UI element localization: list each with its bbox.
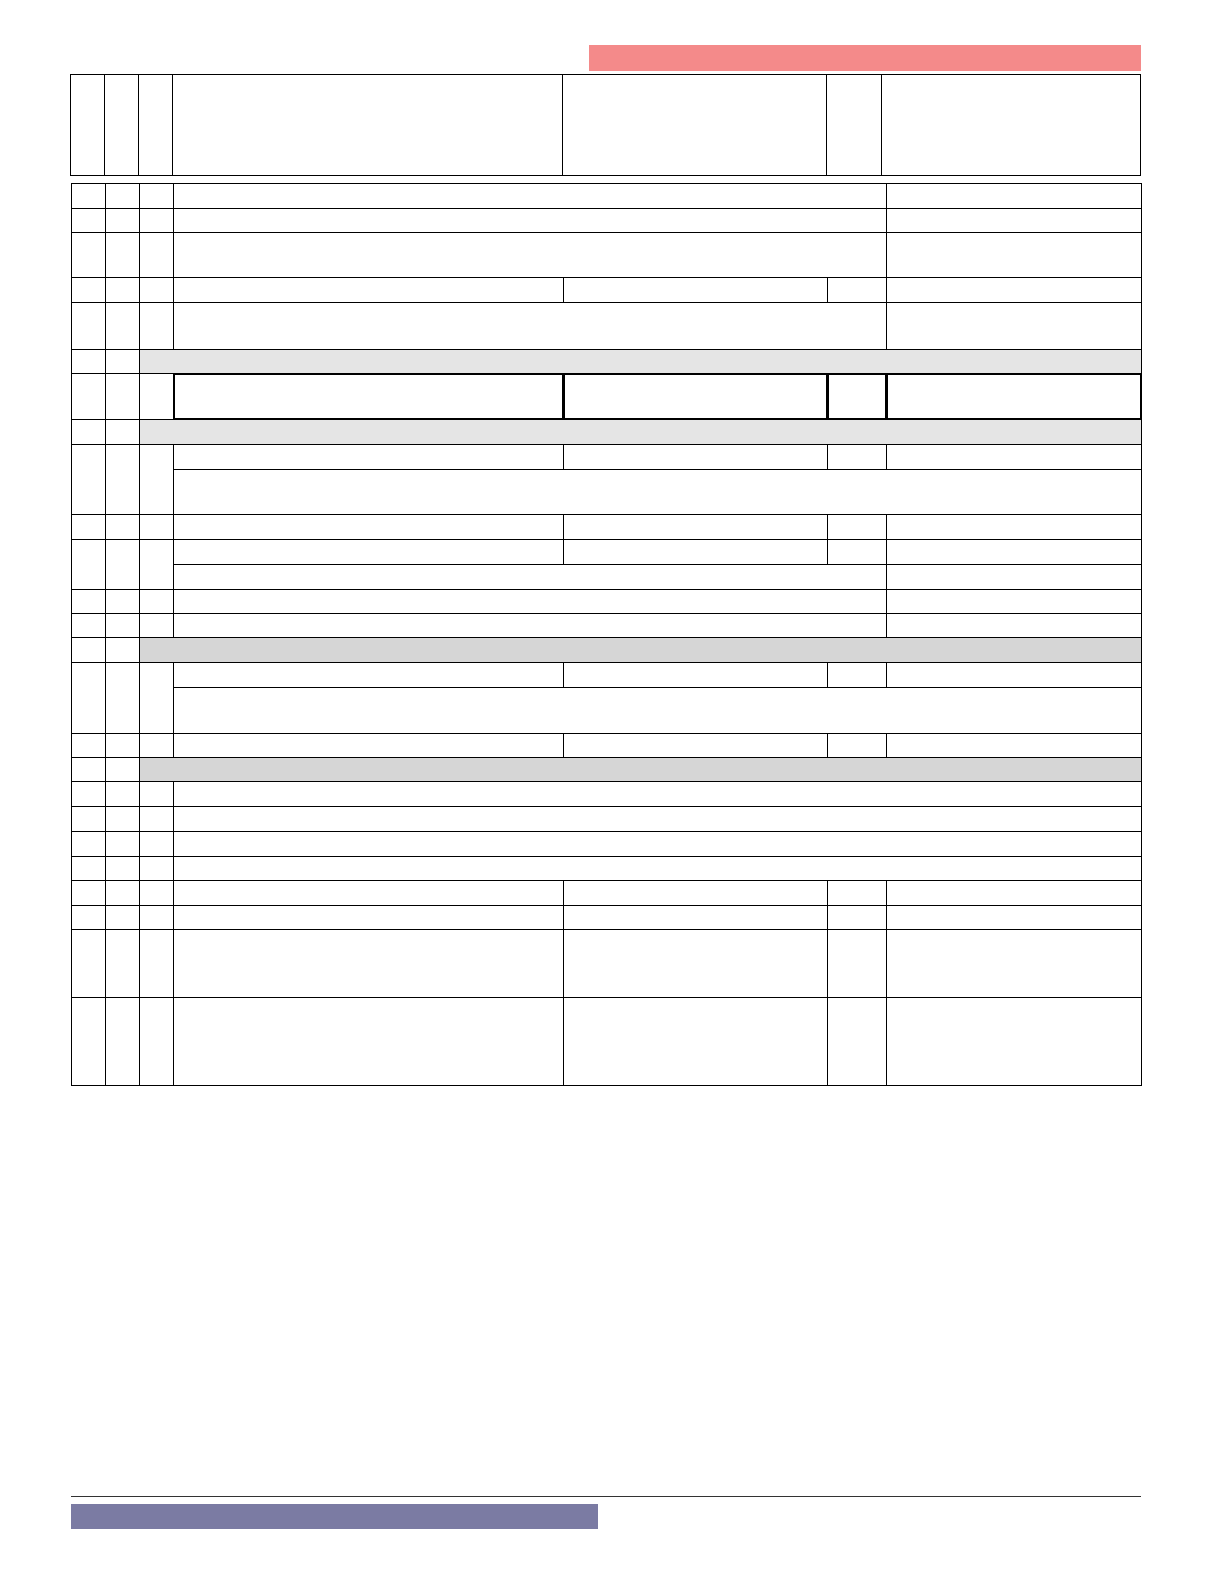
table-row-17-col-2 bbox=[105, 757, 140, 782]
table-row-22-col-3 bbox=[139, 880, 174, 906]
table-row-19-col-2 bbox=[105, 806, 140, 832]
table-row-5-col-2 bbox=[105, 302, 140, 350]
table-row-12-col-3 bbox=[139, 589, 174, 614]
table-row-6-col-1 bbox=[71, 349, 106, 374]
table-row-23-reference bbox=[563, 905, 828, 930]
table-row-10-reference bbox=[563, 514, 828, 540]
table-row-18-note bbox=[173, 781, 1142, 807]
table-row-7-status bbox=[827, 373, 887, 420]
table-row-12-description bbox=[173, 589, 887, 614]
table-row-16-description bbox=[173, 733, 564, 758]
header-col-status bbox=[826, 74, 882, 176]
table-row-16-col-1 bbox=[71, 733, 106, 758]
table-row-9-bottom-note bbox=[173, 469, 1142, 515]
table-row-15-col-1 bbox=[71, 662, 106, 734]
table-row-15-top-comments bbox=[886, 662, 1142, 688]
table-row-25-col-3 bbox=[139, 997, 174, 1086]
header-col-3 bbox=[138, 74, 173, 176]
header-col-2 bbox=[104, 74, 139, 176]
table-row-22-description bbox=[173, 880, 564, 906]
table-row-9-col-1 bbox=[71, 444, 106, 515]
table-row-3-description bbox=[173, 232, 887, 278]
header-col-description bbox=[172, 74, 563, 176]
table-row-10-col-1 bbox=[71, 514, 106, 540]
table-row-12-col-1 bbox=[71, 589, 106, 614]
table-row-9-top-description bbox=[173, 444, 564, 470]
table-row-4-comments bbox=[886, 277, 1142, 303]
table-row-24-status bbox=[827, 929, 887, 998]
table-row-1-col-2 bbox=[105, 183, 140, 209]
footer-rule bbox=[71, 1496, 1141, 1497]
header-color-band bbox=[589, 45, 1141, 71]
table-row-6-col-2 bbox=[105, 349, 140, 374]
table-row-7-description bbox=[173, 373, 564, 420]
table-row-21-col-3 bbox=[139, 856, 174, 881]
table-row-11-bottom-comments bbox=[886, 564, 1142, 590]
table-row-20-note bbox=[173, 831, 1142, 857]
table-row-7-col-3 bbox=[139, 373, 174, 420]
table-row-23-description bbox=[173, 905, 564, 930]
table-row-13-description bbox=[173, 613, 887, 638]
table-row-16-status bbox=[827, 733, 887, 758]
table-row-4-description bbox=[173, 277, 564, 303]
table-row-16-comments bbox=[886, 733, 1142, 758]
table-row-7-reference bbox=[563, 373, 828, 420]
table-row-10-status bbox=[827, 514, 887, 540]
table-row-23-comments bbox=[886, 905, 1142, 930]
table-row-8-col-2 bbox=[105, 419, 140, 445]
table-row-8-col-1 bbox=[71, 419, 106, 445]
table-row-13-col-1 bbox=[71, 613, 106, 638]
table-row-14-col-1 bbox=[71, 637, 106, 663]
table-row-4-status bbox=[827, 277, 887, 303]
footer-color-band bbox=[71, 1504, 598, 1529]
table-row-15-bottom-note bbox=[173, 687, 1142, 734]
table-row-2-col-2 bbox=[105, 208, 140, 233]
table-row-11-top-description bbox=[173, 539, 564, 565]
table-row-4-col-2 bbox=[105, 277, 140, 303]
table-row-7-col-1 bbox=[71, 373, 106, 420]
table-row-25-status bbox=[827, 997, 887, 1086]
table-row-5-col-3 bbox=[139, 302, 174, 350]
table-row-3-col-3 bbox=[139, 232, 174, 278]
table-row-22-reference bbox=[563, 880, 828, 906]
table-row-2-col-3 bbox=[139, 208, 174, 233]
table-row-11-col-3 bbox=[139, 539, 174, 590]
table-row-9-col-3 bbox=[139, 444, 174, 515]
table-row-7-col-2 bbox=[105, 373, 140, 420]
table-row-19-col-1 bbox=[71, 806, 106, 832]
table-row-22-col-1 bbox=[71, 880, 106, 906]
table-row-4-reference bbox=[563, 277, 828, 303]
header-col-1 bbox=[70, 74, 105, 176]
table-row-16-col-3 bbox=[139, 733, 174, 758]
table-row-10-description bbox=[173, 514, 564, 540]
table-row-1-col-1 bbox=[71, 183, 106, 209]
table-row-5-description bbox=[173, 302, 887, 350]
table-row-14-col-2 bbox=[105, 637, 140, 663]
table-row-10-comments bbox=[886, 514, 1142, 540]
header-col-comments bbox=[881, 74, 1141, 176]
table-row-16-col-2 bbox=[105, 733, 140, 758]
table-row-18-col-1 bbox=[71, 781, 106, 807]
table-row-23-col-1 bbox=[71, 905, 106, 930]
table-row-25-description bbox=[173, 997, 564, 1086]
table-row-4-col-1 bbox=[71, 277, 106, 303]
table-row-24-comments bbox=[886, 929, 1142, 998]
table-row-18-col-2 bbox=[105, 781, 140, 807]
table-row-23-col-3 bbox=[139, 905, 174, 930]
table-row-17-col-1 bbox=[71, 757, 106, 782]
table-row-15-col-3 bbox=[139, 662, 174, 734]
table-row-10-col-2 bbox=[105, 514, 140, 540]
table-row-1-comments bbox=[886, 183, 1142, 209]
table-row-5-comments bbox=[886, 302, 1142, 350]
table-row-6-section-band bbox=[139, 349, 1142, 374]
table-row-13-comments bbox=[886, 613, 1142, 638]
table-row-9-top-reference bbox=[563, 444, 828, 470]
table-row-11-top-comments bbox=[886, 539, 1142, 565]
table-row-21-col-2 bbox=[105, 856, 140, 881]
table-row-11-col-2 bbox=[105, 539, 140, 590]
table-row-9-top-status bbox=[827, 444, 887, 470]
table-row-9-col-2 bbox=[105, 444, 140, 515]
table-row-22-comments bbox=[886, 880, 1142, 906]
table-row-2-description bbox=[173, 208, 887, 233]
table-row-12-col-2 bbox=[105, 589, 140, 614]
table-row-22-col-2 bbox=[105, 880, 140, 906]
table-row-19-note bbox=[173, 806, 1142, 832]
table-row-21-col-1 bbox=[71, 856, 106, 881]
table-row-2-comments bbox=[886, 208, 1142, 233]
table-row-11-top-status bbox=[827, 539, 887, 565]
table-row-24-description bbox=[173, 929, 564, 998]
table-row-12-comments bbox=[886, 589, 1142, 614]
table-row-24-col-1 bbox=[71, 929, 106, 998]
table-row-13-col-2 bbox=[105, 613, 140, 638]
table-row-25-col-1 bbox=[71, 997, 106, 1086]
table-row-3-col-2 bbox=[105, 232, 140, 278]
table-row-4-col-3 bbox=[139, 277, 174, 303]
table-row-15-col-2 bbox=[105, 662, 140, 734]
table-row-24-col-3 bbox=[139, 929, 174, 998]
table-row-1-col-3 bbox=[139, 183, 174, 209]
table-row-3-comments bbox=[886, 232, 1142, 278]
table-row-9-top-comments bbox=[886, 444, 1142, 470]
table-row-15-top-status bbox=[827, 662, 887, 688]
header-col-reference bbox=[562, 74, 827, 176]
table-row-7-comments bbox=[886, 373, 1142, 420]
table-row-13-col-3 bbox=[139, 613, 174, 638]
table-row-21-note bbox=[173, 856, 1142, 881]
table-row-25-comments bbox=[886, 997, 1142, 1086]
table-row-8-section-band bbox=[139, 419, 1142, 445]
table-row-1-description bbox=[173, 183, 887, 209]
table-row-23-col-2 bbox=[105, 905, 140, 930]
table-row-24-reference bbox=[563, 929, 828, 998]
table-row-19-col-3 bbox=[139, 806, 174, 832]
table-row-24-col-2 bbox=[105, 929, 140, 998]
table-row-3-col-1 bbox=[71, 232, 106, 278]
table-row-2-col-1 bbox=[71, 208, 106, 233]
table-row-16-reference bbox=[563, 733, 828, 758]
table-row-14-section-band bbox=[139, 637, 1142, 663]
table-row-25-col-2 bbox=[105, 997, 140, 1086]
table-row-25-reference bbox=[563, 997, 828, 1086]
table-row-11-top-reference bbox=[563, 539, 828, 565]
table-row-15-top-description bbox=[173, 662, 564, 688]
table-row-20-col-1 bbox=[71, 831, 106, 857]
table-row-15-top-reference bbox=[563, 662, 828, 688]
table-row-11-bottom-description bbox=[173, 564, 887, 590]
table-row-20-col-3 bbox=[139, 831, 174, 857]
table-row-10-col-3 bbox=[139, 514, 174, 540]
table-row-18-col-3 bbox=[139, 781, 174, 807]
table-row-17-section-band bbox=[139, 757, 1142, 782]
table-row-23-status bbox=[827, 905, 887, 930]
table-row-22-status bbox=[827, 880, 887, 906]
table-row-5-col-1 bbox=[71, 302, 106, 350]
table-row-20-col-2 bbox=[105, 831, 140, 857]
table-row-11-col-1 bbox=[71, 539, 106, 590]
